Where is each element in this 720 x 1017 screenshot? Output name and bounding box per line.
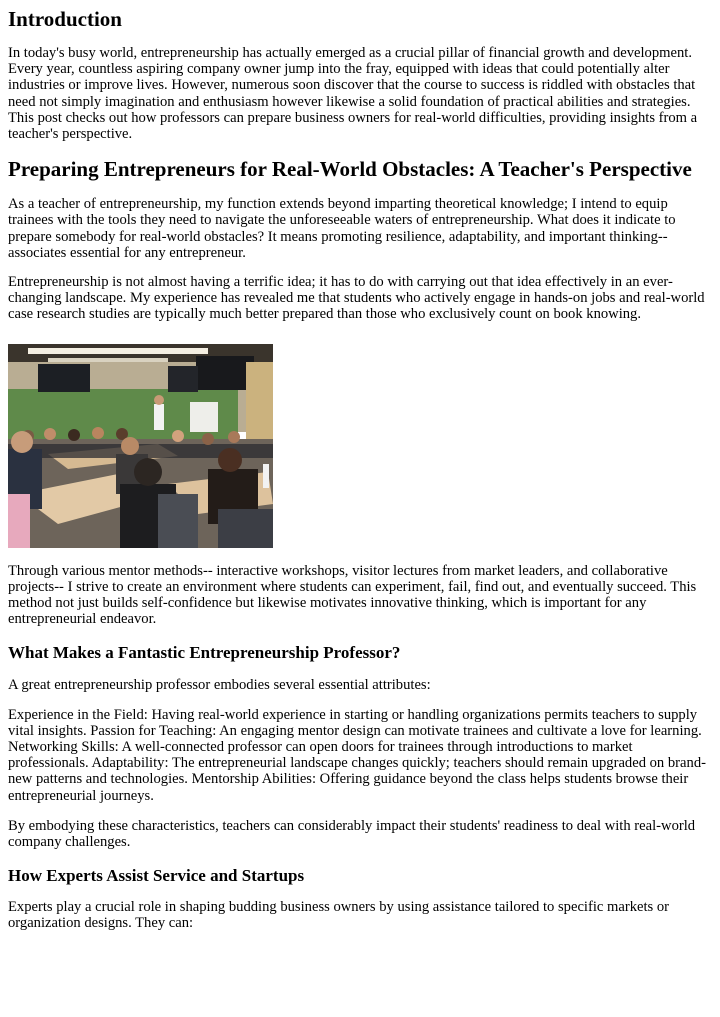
introduction-paragraph: In today's busy world, entrepreneurship has actually emerged as a crucial pillar of financial growth and development. Every year, countless aspiring company owner jump into the fray, equipped with ideas that could potentially alter industries or improve lives. However, numerous soon discover that the course to success is riddled with obstacles that need not simply imagination and enthusiasm however likewise a solid foundation of practical abilities and strategies. This post checks out how professors can prepare business owners for real-world difficulties, providing insights from a teacher's perspective. bbox=[8, 45, 698, 143]
main-heading: Preparing Entrepreneurs for Real-World Obstacles: A Teacher's Perspective bbox=[8, 157, 692, 182]
entrepreneurship-paragraph: Entrepreneurship is not almost having a terrific idea; it has to do with carrying out that idea effectively in an ever-changing landscape. My experience has revealed me that students who actively engage in hands-on jobs and real-world case research studies are typically much better prepared than those who exclusively count on book knowing. bbox=[8, 274, 705, 323]
attributes-paragraph: Experience in the Field: Having real-world experience in starting or handling organizations permits teachers to supply vital insights. Passion for Teaching: An engaging mentor design can motivate trainees and cultivate a love for learning. Networking Skills: A well-connected professor can open doors for trainees through introductions to market professionals. Adaptability: The entrepreneurial landscape changes quickly; teachers should remain upgraded on brand-new patterns and technologies. Mentorship Abilities: Offering guidance beyond the class helps students browse their entrepreneurial journeys. bbox=[8, 706, 706, 804]
teacher-role-paragraph: As a teacher of entrepreneurship, my function extends beyond imparting theoretical knowledge; I intend to equip trainees with the tools they need to navigate the unforeseeable waters of entrepreneurship. What does it indicate to prepare somebody for real-world obstacles? It means promoting resilience, adaptability, and important thinking-- associates essential for any entrepreneur. bbox=[8, 196, 676, 261]
experts-paragraph: Experts play a crucial role in shaping budding business owners by using assistance tailored to specific markets or organization designs. They can: bbox=[8, 899, 670, 932]
introduction-heading: Introduction bbox=[8, 7, 122, 31]
experts-heading: How Experts Assist Service and Startups bbox=[8, 866, 305, 886]
attributes-intro-paragraph: A great entrepreneurship professor embodies several essential attributes: bbox=[8, 677, 431, 694]
mentor-methods-paragraph: Through various mentor methods-- interactive workshops, visitor lectures from market leaders, and collaborative projects-- I strive to create an environment where students can experiment, fail, find out, and eventually succeed. This method not just builds self-confidence but likewise motivates innovative thinking, which is important for any entrepreneurial endeavor. bbox=[8, 562, 697, 628]
professor-heading: What Makes a Fantastic Entrepreneurship Professor? bbox=[8, 643, 401, 663]
embodying-paragraph: By embodying these characteristics, teachers can considerably impact their students' readiness to deal with real-world company challenges. bbox=[8, 817, 696, 851]
article bbox=[8, 0, 714, 932]
classroom-photo bbox=[8, 344, 273, 548]
